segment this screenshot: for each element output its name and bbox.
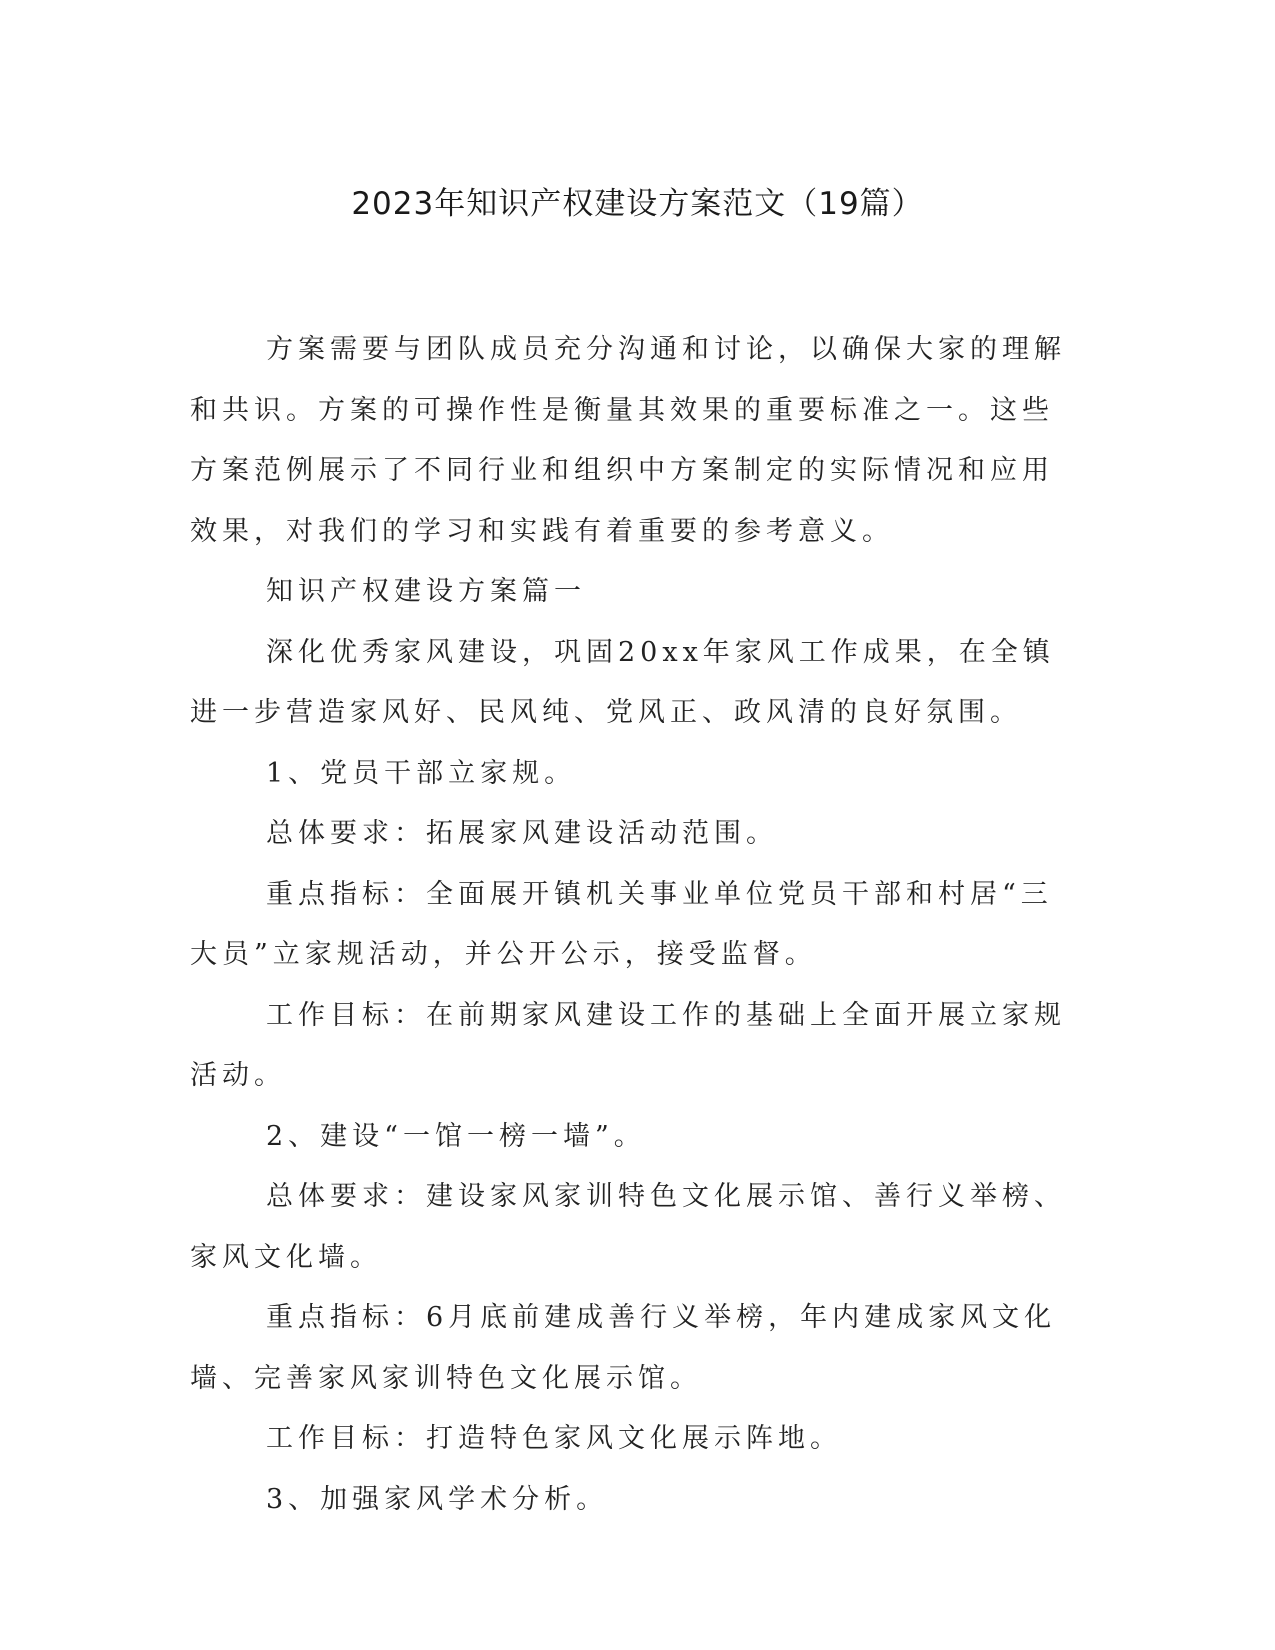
paragraph: 重点指标：全面展开镇机关事业单位党员干部和村居“三大员”立家规活动，并公开公示，接受监督。 [190,878,1053,970]
document-body [190,320,1080,1530]
paragraph: 总体要求：建设家风家训特色文化展示馆、善行义举榜、家风文化墙。 [190,1181,1066,1273]
paragraph: 深化优秀家风建设，巩固20xx年家风工作成果，在全镇进一步营造家风好、民风纯、党风正、政风清的良好氛围。 [190,636,1055,728]
list-item-heading: 3、加强家风学术分析。 [266,1483,609,1515]
section-heading: 知识产权建设方案篇一 [266,576,586,607]
paragraph: 工作目标：打造特色家风文化展示阵地。 [266,1423,842,1454]
list-item-heading: 1、党员干部立家规。 [266,757,577,789]
paragraph: 重点指标：6月底前建成善行义举榜，年内建成家风文化墙、完善家风家训特色文化展示馆。 [190,1302,1057,1394]
paragraph: 工作目标：在前期家风建设工作的基础上全面开展立家规活动。 [190,999,1066,1091]
paragraph-intro: 方案需要与团队成员充分沟通和讨论，以确保大家的理解和共识。方案的可操作性是衡量其效果的重要标准之一。这些方案范例展示了不同行业和组织中方案制定的实际情况和应用效果，对我们的学习和实践有着重要的参考意义。 [190,334,1066,547]
paragraph: 总体要求：拓展家风建设活动范围。 [266,818,778,849]
document-title: 2023年知识产权建设方案范文（19篇） [351,186,924,222]
list-item-heading: 2、建设“一馆一榜一墙”。 [266,1120,646,1152]
